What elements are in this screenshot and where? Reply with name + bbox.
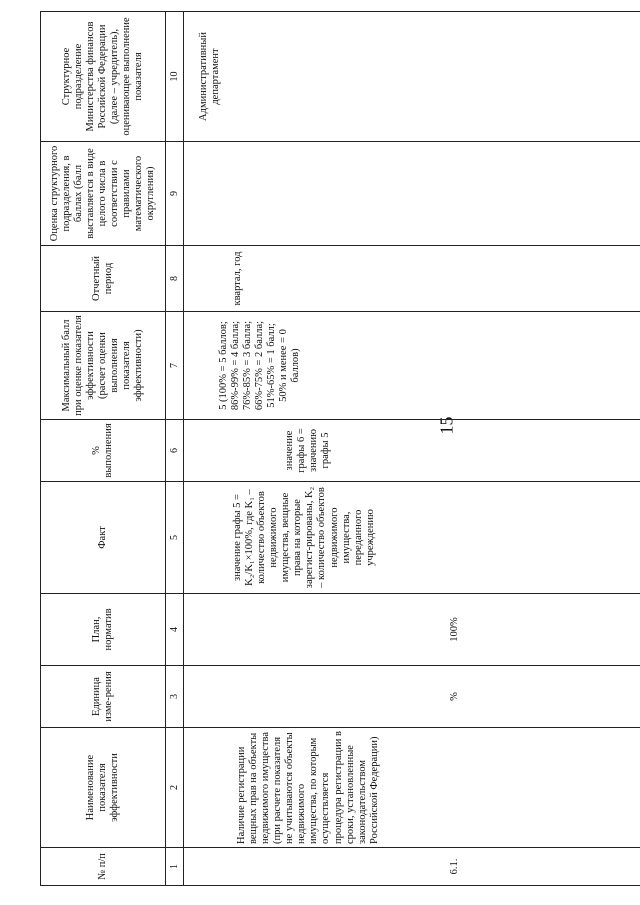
table-container — [40, 12, 640, 886]
page-number: 15 — [436, 416, 457, 435]
unit-cell: % — [184, 666, 640, 728]
column-number: 2 — [166, 728, 184, 848]
percent-cell: значение графы 6 = значению графы 5 — [184, 420, 640, 482]
header-cell: Наименование показателя эффективности — [41, 728, 166, 848]
header-cell: Единица изме-рения — [41, 666, 166, 728]
header-cell: План, норматив — [41, 594, 166, 666]
performance-indicator-table — [40, 11, 640, 886]
column-number-row — [166, 12, 184, 886]
table-row — [184, 12, 640, 886]
column-number: 6 — [166, 420, 184, 482]
column-number: 3 — [166, 666, 184, 728]
column-number: 8 — [166, 246, 184, 312]
column-number: 9 — [166, 142, 184, 246]
period-cell: квартал, год — [184, 246, 640, 312]
header-cell: Отчетный период — [41, 246, 166, 312]
row-number: 6.1. — [184, 848, 640, 886]
column-number: 1 — [166, 848, 184, 886]
header-cell: % выполнения — [41, 420, 166, 482]
max-score-cell: 5 (100% = 5 баллов; 86%-99% = 4 балла; 76%-85% = 3 балла; 66%-75% = 2 балла; 51%-65% = 1 балл; 50% и менее = 0 баллов) — [184, 312, 640, 420]
header-cell: Факт — [41, 482, 166, 594]
header-cell: Максимальный балл при оценке показателя эффективности (расчет оценки выполнения показателя эффективности) — [41, 312, 166, 420]
header-row — [41, 12, 166, 886]
header-cell: Структурное подразделение Министерства финансов Российской Федерации (далее – учредитель), оценивающее выполнение показателя — [41, 12, 166, 142]
indicator-name: Наличие регистрации вещных прав на объекты недвижимого имущества (при расчете показателя не учитываются объекты недвижимого имущества, по которым осуществляется процедура регистрации в сроки, установленные законодательством Российской Федерации) — [184, 728, 640, 848]
score-cell — [184, 142, 640, 246]
header-cell: Оценка структурного подразделения, в баллах (балл выставляется в виде целого числа в соответствии с правилами математического округления) — [41, 142, 166, 246]
header-cell: № п/п — [41, 848, 166, 886]
fact-cell: значение графы 5 = K₂/K₁×100%, где K₁ – количество объектов недвижимого имущества, вещные права на которые зарегист-рированы, K₂ – количество объектов недвижимого имущества, переданного учреждению — [184, 482, 640, 594]
department-cell: Административный департамент — [184, 12, 640, 142]
column-number: 10 — [166, 12, 184, 142]
column-number: 5 — [166, 482, 184, 594]
plan-cell: 100% — [184, 594, 640, 666]
column-number: 7 — [166, 312, 184, 420]
column-number: 4 — [166, 594, 184, 666]
